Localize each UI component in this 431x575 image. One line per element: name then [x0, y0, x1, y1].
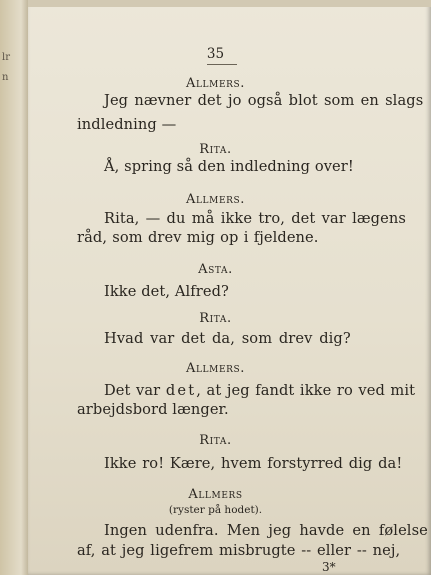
speaker-name: Rita. [199, 142, 232, 157]
page-number-rule [207, 64, 237, 65]
speaker-name: Asta. [198, 262, 233, 277]
speaker-name: Allmers [188, 487, 243, 502]
dialogue-line: Ikke ro! Kære, hvem forstyrred dig da! [104, 455, 403, 472]
stage-direction: (ryster på hodet). [168, 504, 263, 516]
speaker-name: Rita. [199, 311, 232, 326]
dialogue-line: Rita, — du må ikke tro, det var lægens [104, 210, 406, 227]
dialogue-line: af, at jeg ligefrem misbrugte -- eller -- nej, [77, 542, 401, 559]
printer-signature: 3* [322, 560, 336, 574]
speaker-name: Rita. [199, 433, 232, 448]
speaker-name: Allmers. [185, 361, 245, 376]
previous-page-fragment: lr [2, 52, 10, 63]
dialogue-text: Det var [104, 382, 166, 399]
dialogue-line [104, 382, 415, 399]
dialogue-line: Å, spring så den indledning over! [104, 158, 354, 175]
page-top-edge [28, 0, 431, 7]
dialogue-line: indledning — [77, 116, 177, 133]
dialogue-line: Jeg nævner det jo også blot som en slags [104, 92, 424, 109]
dialogue-text: , at jeg fandt ikke ro ved mit [196, 382, 416, 399]
page-number: 35 [206, 46, 225, 62]
dialogue-line: Ikke det, Alfred? [104, 283, 229, 300]
dialogue-line: Ingen udenfra. Men jeg havde en følelse [104, 522, 428, 539]
speaker-name: Allmers. [185, 192, 245, 207]
dialogue-line: råd, som drev mig op i fjeldene. [77, 229, 319, 246]
speaker-name: Allmers. [185, 76, 245, 91]
emphasized-word: det [165, 382, 197, 399]
dialogue-line: arbejdsbord længer. [77, 401, 229, 418]
previous-page-fragment: n [2, 72, 9, 83]
dialogue-line: Hvad var det da, som drev dig? [104, 330, 351, 347]
